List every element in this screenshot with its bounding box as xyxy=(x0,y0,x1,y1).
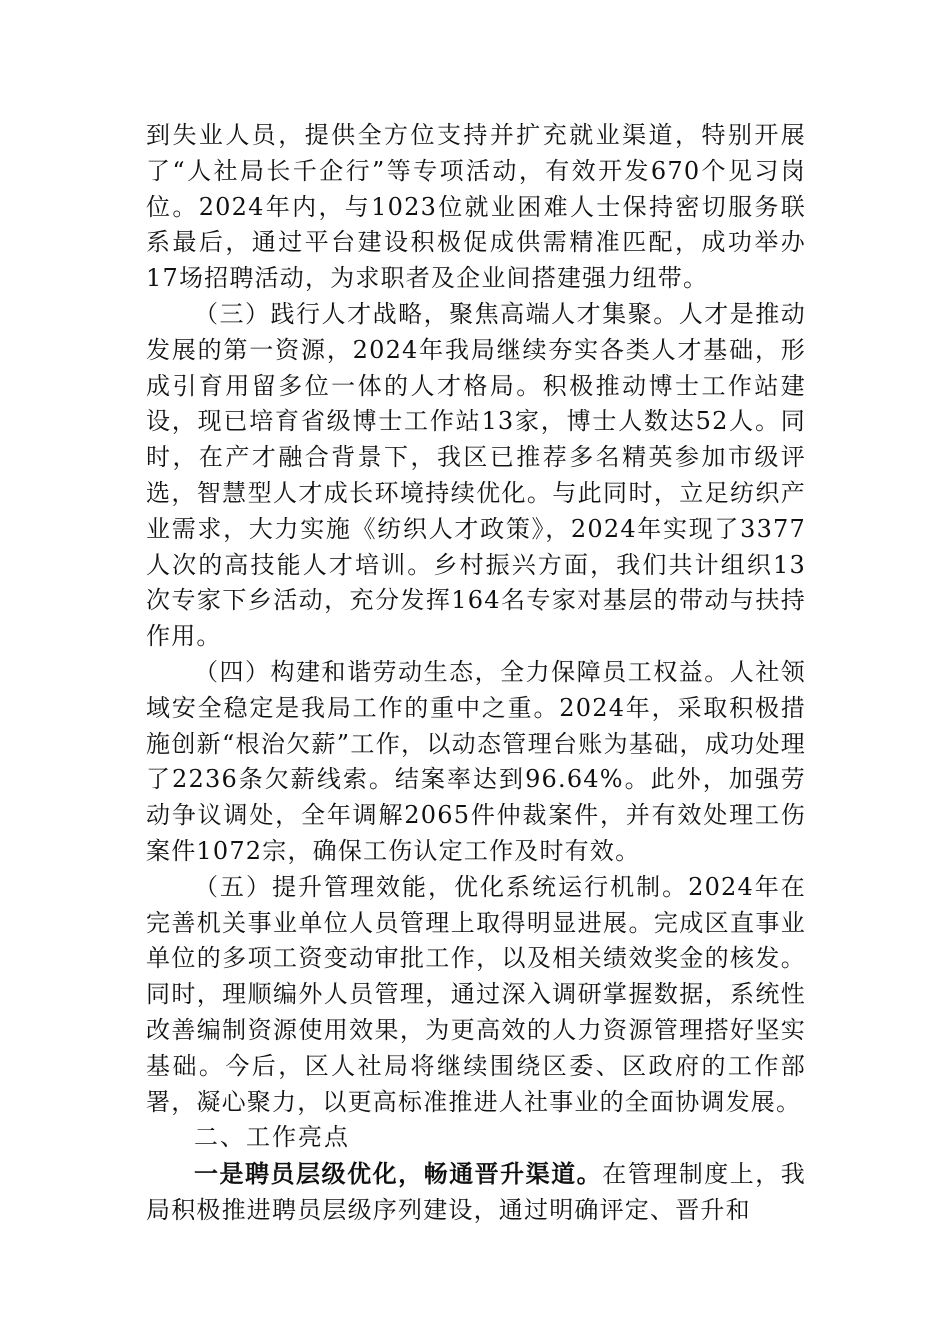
document-body xyxy=(146,118,806,1229)
section-body-management: 2024年在完善机关事业单位人员管理上取得明显进展。完成区直事业单位的多项工资变动审批工作，以及相关绩效奖金的核发。同时，理顺编外人员管理，通过深入调研掌握数据，系统性改善编制资源使用效果，为更高效的人力资源管理搭好坚实基础。今后，区人社局将继续围绕区委、区政府的工作部署，凝心聚力，以更高标准推进人社事业的全面协调发展。 xyxy=(146,872,806,1116)
paragraph-labor-relations xyxy=(146,655,806,870)
paragraph-employment-continued: 到失业人员，提供全方位支持并扩充就业渠道，特别开展了“人社局长千企行”等专项活动，有效开发670个见习岗位。2024年内，与1023位就业困难人士保持密切服务联系最后，通过平台建设积极促成供需精准匹配，成功举办17场招聘活动，为求职者及企业间搭建强力纽带。 xyxy=(146,121,806,293)
section-body-talent: 人才是推动发展的第一资源，2024年我局继续夯实各类人才基础，形成引育用留多位一体的人才格局。积极推动博士工作站建设，现已培育省级博士工作站13家，博士人数达52人。同时，在产才融合背景下，我区已推荐多名精英参加市级评选，智慧型人才成长环境持续优化。与此同时，立足纺织产业需求，大力实施《纺织人才政策》，2024年实现了3377人次的高技能人才培训。乡村振兴方面，我们共计组织13次专家下乡活动，充分发挥164名专家对基层的带动与扶持作用。 xyxy=(146,299,806,651)
section-lead-management: （五）提升管理效能，优化系统运行机制。 xyxy=(194,872,689,901)
paragraph-talent-strategy xyxy=(146,297,806,655)
section-lead-talent: （三）践行人才战略，聚焦高端人才集聚。 xyxy=(194,299,679,328)
paragraph-highlight-one xyxy=(146,1156,806,1229)
paragraph-management-efficiency xyxy=(146,870,806,1121)
section-body-labor: 人社领域安全稳定是我局工作的重中之重。2024年，采取积极措施创新“根治欠薪”工作，以动态管理台账为基础，成功处理了2236条欠薪线索。结案率达到96.64%。此外，加强劳动争议调处，全年调解2065件仲裁案件，并有效处理工伤案件1072宗，确保工伤认定工作及时有效。 xyxy=(146,657,806,865)
highlight-lead: 一是聘员层级优化，畅通晋升渠道。 xyxy=(194,1159,603,1189)
section-heading-highlights: 二、工作亮点 xyxy=(194,1123,350,1152)
highlight-body: 在管理制度上，我局积极推进聘员层级序列建设，通过明确评定、晋升和 xyxy=(146,1160,806,1224)
section-lead-labor: （四）构建和谐劳动生态，全力保障员工权益。 xyxy=(194,657,730,686)
